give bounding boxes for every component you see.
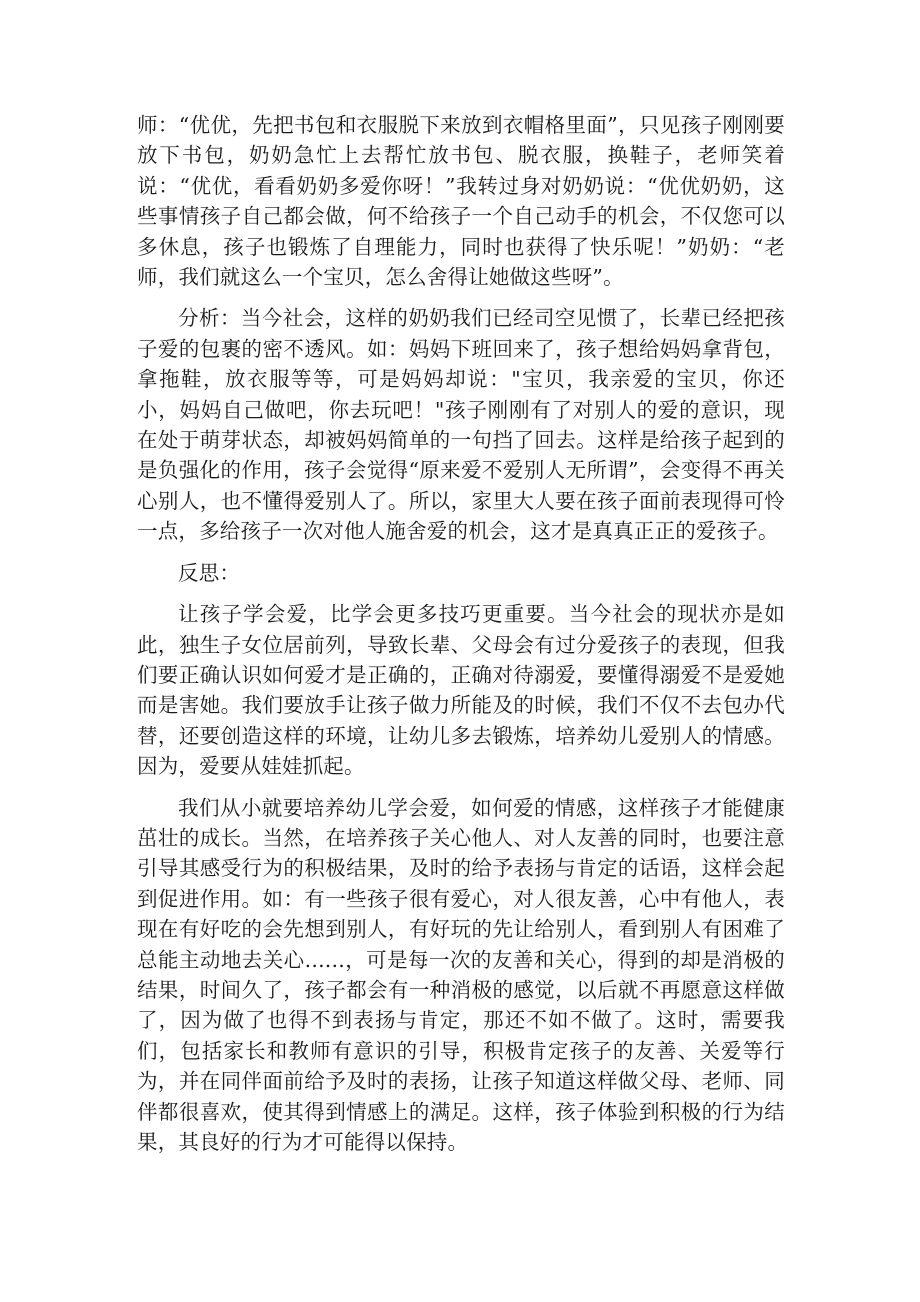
paragraph-reflection-1: 让孩子学会爱，比学会更多技巧更重要。当今社会的现状亦是如此，独生子女位居前列，导致长辈、父母会有过分爱孩子的表现，但我们要正确认识如何爱才是正确的，正确对待溺爱，要懂得溺爱不是爱她而是害她。我们要放手让孩子做力所能及的时候，我们不仅不去包办代替，还要创造这样的环境，让幼儿多去锻炼，培养幼儿爱别人的情感。因为，爱要从娃娃抓起。 [137,602,785,779]
paragraph-analysis: 分析：当今社会，这样的奶奶我们已经司空见惯了，长辈已经把孩子爱的包裹的密不透风。如：妈妈下班回来了，孩子想给妈妈拿背包，拿拖鞋，放衣服等等，可是妈妈却说："宝贝，我亲爱的宝贝，你还小，妈妈自己做吧，你去玩吧！"孩子刚刚有了对别人的爱的意识，现在处于萌芽状态，却被妈妈简单的一句挡了回去。这样是给孩子起到的是负强化的作用，孩子会觉得“原来爱不爱别人无所谓”，会变得不再关心别人，也不懂得爱别人了。所以，家里大人要在孩子面前表现得可怜一点，多给孩子一次对他人施舍爱的机会，这才是真真正正的爱孩子。 [137,306,785,544]
paragraph-reflection-2: 我们从小就要培养幼儿学会爱，如何爱的情感，这样孩子才能健康茁壮的成长。当然，在培养孩子关心他人、对人友善的同时，也要注意引导其感受行为的积极结果，及时的给予表扬与肯定的话语，这样会起到促进作用。如：有一些孩子很有爱心，对人很友善，心中有他人，表现在有好吃的会先想到别人，有好玩的先让给别人，看到别人有困难了总能主动地去关心......，可是每一次的友善和关心，得到的却是消极的结果，时间久了，孩子都会有一种消极的感觉，以后就不再愿意这样做了，因为做了也得不到表扬与肯定，那还不如不做了。这时，需要我们，包括家长和教师有意识的引导，积极肯定孩子的友善、关爱等行为，并在同伴面前给予及时的表扬，让孩子知道这样做父母、老师、同伴都很喜欢，使其得到情感上的满足。这样，孩子体验到积极的行为结果，其良好的行为才可能得以保持。 [137,795,785,1154]
paragraph-dialogue: 师：“优优，先把书包和衣服脱下来放到衣帽格里面”，只见孩子刚刚要放下书包，奶奶急忙上去帮忙放书包、脱衣服，换鞋子，老师笑着说：“优优，看看奶奶多爱你呀！”我转过身对奶奶说：“优优奶奶，这些事情孩子自己都会做，何不给孩子一个自己动手的机会，不仅您可以多休息，孩子也锻炼了自理能力，同时也获得了快乐呢！”奶奶：“老师，我们就这么一个宝贝，怎么舍得让她做这些呀”。 [137,113,785,290]
paragraph-reflection-heading: 反思： [178,560,241,585]
document-page [137,110,785,1157]
